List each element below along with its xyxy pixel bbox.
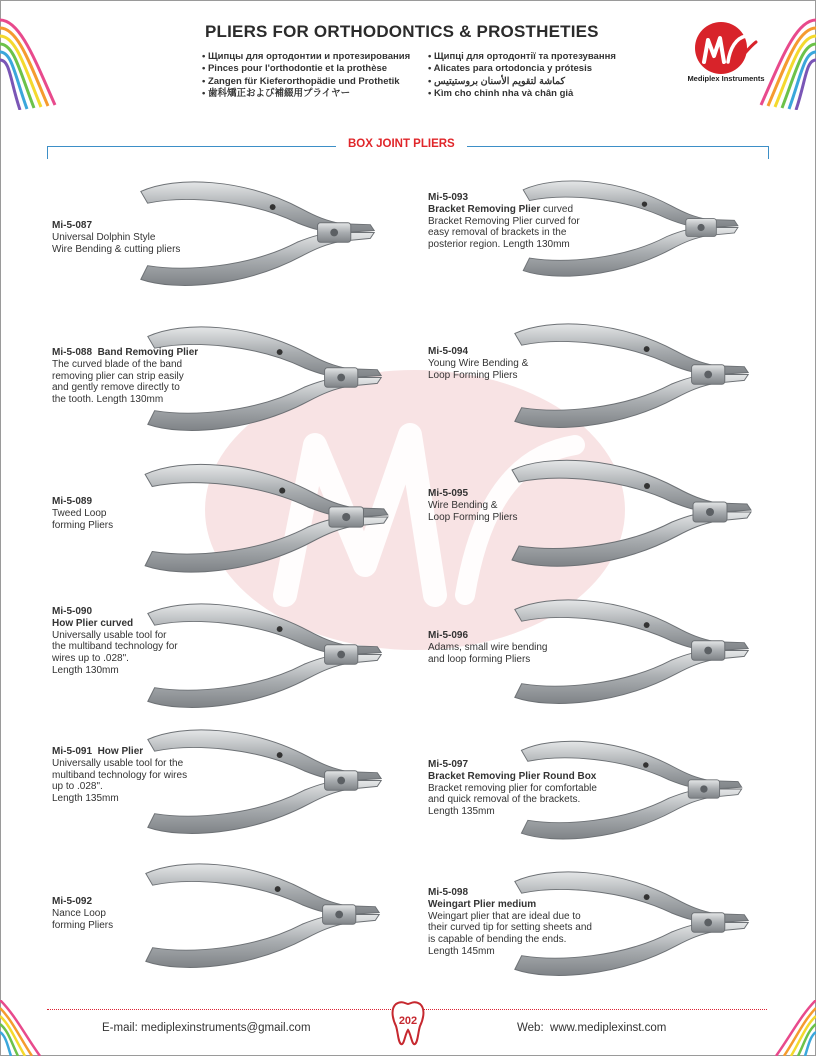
translation-french: • Pinces pour l'orthodontie et la prothèse <box>202 63 417 75</box>
plier-image <box>496 730 768 848</box>
product-description: Universally usable tool for the multiband technology for wires up to .028". Length 135mm <box>52 757 188 805</box>
product-description: Nance Loop forming Pliers <box>52 907 114 931</box>
page-number: 202 <box>398 1015 418 1027</box>
product-code: Mi-5-094 <box>428 346 469 357</box>
product-code: Mi-5-096 <box>428 630 469 641</box>
plier-image <box>128 170 388 295</box>
product-name: Bracket Removing Plier Round Box <box>428 770 597 782</box>
plier-image <box>496 448 768 576</box>
plier-image <box>130 718 400 843</box>
product-description: Universally usable tool for the multiband technology for wires up to .028". Length 130mm <box>52 629 178 676</box>
rainbow-decoration-bottom-left <box>0 1000 50 1056</box>
product-name: Bracket Removing Plier <box>428 203 541 215</box>
translation-ukrainian: • Щипці для ортодонтії та протезування <box>428 51 643 63</box>
product-code: Mi-5-091 <box>52 746 93 757</box>
product-code: Mi-5-098 <box>428 887 469 898</box>
product-description: Weingart plier that are ideal due to their curved tip for setting sheets and is capable of bending the ends. Length 145mm <box>428 910 592 957</box>
product-description: Wire Bending & Loop Forming Pliers <box>428 499 518 523</box>
email-link[interactable]: mediplexinstruments@gmail.com <box>140 1022 311 1034</box>
product-name: Weingart Plier medium <box>428 898 537 910</box>
translation-spanish: • Alicates para ortodoncia y prótesis <box>428 63 643 75</box>
translation-arabic: • كماشة لتقويم الأسنان بروستيتيس <box>428 76 643 88</box>
footer-web <box>517 1022 666 1034</box>
plier-image <box>130 315 400 440</box>
plier-image <box>496 860 768 985</box>
plier-image <box>132 452 402 582</box>
plier-image <box>130 592 400 717</box>
translation-german: • Zangen für Kieferorthopädie und Prothetik <box>202 76 417 88</box>
product-name: How Plier <box>97 746 144 757</box>
product-code: Mi-5-087 <box>52 220 93 231</box>
plier-image <box>128 852 398 977</box>
logo-text: Mediplex Instruments <box>687 74 765 83</box>
product-description: Bracket Removing Plier curved for easy removal of brackets in the posterior region. Length 130mm <box>428 215 580 251</box>
product-description: Adams, small wire bending and loop forming Pliers <box>428 641 548 665</box>
product-code: Mi-5-097 <box>428 759 469 770</box>
product-description: Young Wire Bending & Loop Forming Pliers <box>428 357 529 381</box>
plier-image <box>496 170 766 285</box>
email-label: E-mail: <box>102 1022 138 1034</box>
product-description: Tweed Loop forming Pliers <box>52 507 114 531</box>
translation-vietnamese: • Kìm cho chỉnh nha và chân giả <box>428 88 643 100</box>
product-name: How Plier curved <box>52 617 134 629</box>
product-code: Mi-5-093 <box>428 192 469 203</box>
product-name-suffix: curved <box>540 203 574 215</box>
product-name: Band Removing Plier <box>97 347 199 358</box>
plier-image <box>496 588 768 713</box>
section-title: BOX JOINT PLIERS <box>336 138 467 150</box>
product-code: Mi-5-090 <box>52 606 93 617</box>
product-description: Bracket removing plier for comfortable and quick removal of the brackets. Length 135mm <box>428 782 597 818</box>
product-code: Mi-5-092 <box>52 896 93 907</box>
translation-japanese: • 歯科矯正および補綴用プライヤー <box>202 88 417 100</box>
translation-russian: • Щипцы для ортодонтии и протезирования <box>202 51 417 63</box>
product-code: Mi-5-088 <box>52 347 93 358</box>
product-code: Mi-5-095 <box>428 488 469 499</box>
rainbow-decoration-top-left <box>0 0 70 110</box>
rainbow-decoration-bottom-right <box>766 1000 816 1056</box>
plier-image <box>496 312 768 437</box>
product-code: Mi-5-089 <box>52 496 93 507</box>
product-description: Universal Dolphin Style Wire Bending & cutting pliers <box>52 231 181 255</box>
translations-left <box>202 51 417 100</box>
page-title: PLIERS FOR ORTHODONTICS & PROSTHETIES <box>205 22 599 41</box>
web-link[interactable]: www.mediplexinst.com <box>550 1022 667 1034</box>
translations-right <box>428 51 643 100</box>
web-label: Web: <box>517 1022 544 1034</box>
footer-email <box>102 1022 311 1034</box>
product-description: The curved blade of the band removing plier can strip easily and gently remove directly to the tooth. Length 130mm <box>52 358 184 406</box>
